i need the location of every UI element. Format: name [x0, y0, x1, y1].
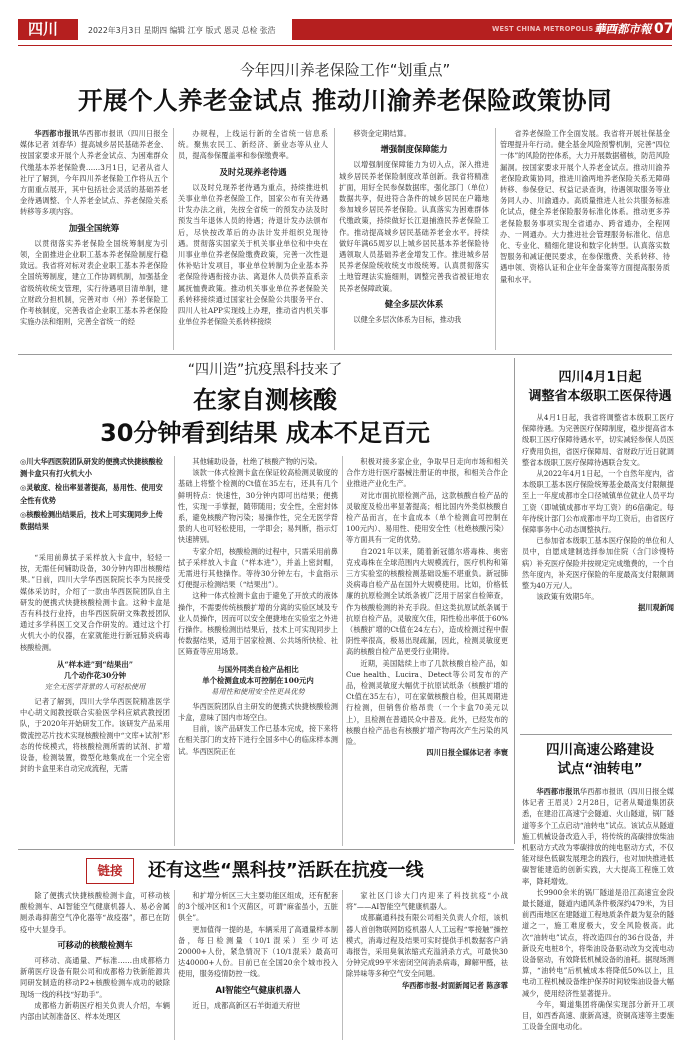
column-divider	[174, 890, 175, 1040]
section-divider	[18, 849, 514, 850]
right2-title-line1: 四川高速公路建设	[546, 742, 654, 758]
article2-subhead-2: 与国外同类自检产品相比	[217, 664, 299, 674]
article2-subhead-1c: 完全无医学背景的人可轻松使用	[44, 681, 146, 691]
article4-paragraph: 和扩增分析区三大主要功能区组成，还有配套的3个缓冲区和1个灭菌区，可谓“麻雀虽小，五脏俱全”。	[178, 891, 338, 923]
article1-subhead-2: 及时兑现养老待遇	[219, 166, 287, 177]
right2-body	[522, 786, 674, 1042]
article2-paragraph: 这种一体式检测卡盒由于避免了开放式的液体操作，不需要传统核酸扩增的分离的实验区域及专业人员操作，因而可以安全便捷地在实验室之外进行操作。核酸检测出结果后，技术上可实现同步上传数据结果，适用于居家检测、公共场所快检、社区筛查等应用场景。	[178, 591, 338, 657]
article2-paragraph: “采用前鼻拭子采样放入卡盒中，轻轻一按，无需任何辅助设备，30分钟内即出核酸结果。”日前，四川大学华西医院院长李为民接受媒体采访时，介绍了一款由华西医院团队自主研发的便携式快捷核酸检测卡盒。这种卡盒是否有科技行业持，由华西医院研文殊教授团队通过多学科医工交叉合作研发的。通过这个打火机大小的仪器，在家就能进行新冠肺炎病毒核酸检测。	[20, 553, 170, 652]
right1-credit: 据川观新闻	[638, 603, 674, 613]
right1-paragraph: 该政策有效期5年。	[536, 592, 599, 602]
article4-column-2	[178, 890, 338, 1040]
column-divider	[495, 128, 496, 350]
article4-column-1	[20, 890, 170, 1040]
article2-paragraph: 记者了解到，四川大学华西医院精准医学中心胡文闻教授联合实验医学科应斌武教授团队，于2020年开始研发工作。该研发产品采用微流控芯片技术实现核酸检测中“文库+试剂”形态的传统模式，将核酸检测所需的试剂、扩增设备，检测装置，微型化地集成在一个完全密封的卡盒里来自动完成流程，无需	[20, 697, 170, 774]
right2-paragraph: 今年，蜀道集团将确保实现部分新开工项目，如西香高速、康新高速，资铜高速等主要施工设备全面电动化。	[522, 999, 674, 1032]
article4-column-3	[346, 890, 508, 1040]
right2-lead: 华西都市报讯华西都市报讯（四川日报全媒体记者 王眉灵）2月28日，记者从蜀道集团获悉，在建沿江高速宁会隧道、火山隧道，锅厂隧道等多个工点启动“油转电”试点。该试点从隧道施工机械设备改造入手，将传统的高碳排放柴油机驱动方式改为零碳排放的纯电驱动方式，不仅能对绿色低碳发展理念的践行，也对加快推进低碳智能建造的创新实践，大大提高工程施工效率，降耗增效。	[522, 787, 674, 886]
article2-credit: 四川日报全媒体记者 李寰	[426, 748, 508, 758]
article2-subhead-2b: 单个检测盒成本可控制在100元内	[202, 675, 314, 685]
newspaper-logo: 華西都市報	[594, 22, 652, 36]
article2-subhead-2c: 易用性和使用安全性更具优势	[211, 686, 305, 696]
article2-paragraph: 对比市面抗原检测产品，这款核酸自检产品的灵敏度及检出率显著提高；相比国内外类似核酸自检产品而言，在卡盒成本（单个检测盒可控制在100元内）、易用性、使用安全性（杜绝核酸污染）等方面具有一定的优势。	[346, 490, 508, 545]
article2-paragraph: 该款一体式检测卡盒在保证较高检测灵敏度的基础上将整个检测的Ct值在35左右，还具有几个鲜明特点：快速性，30分钟内即可出结果；便携性，实现一手掌握，随带随用；安全性，全密封体系，避免核酸产物污染；易操作性，完全无医学背景的人也可轻松使用，一学即会；易判断，指示灯快速辨别。	[178, 468, 338, 545]
article2-subhead-1b: 几个动作花30分钟	[63, 670, 127, 680]
right-column-divider	[514, 358, 515, 844]
article4-paragraph: 家社区门诊大门内迎来了科技抗疫“小战将”——AI智能空气健康机器人。	[346, 891, 508, 912]
section-divider	[18, 354, 672, 355]
summary-item: ◎灵敏度、检出率显著提高，易用性、使用安全性有优势	[20, 483, 163, 505]
article2-paragraph: 近期，美国陆续上市了几款核酸自检产品，如Cue health、Lucira、Detect等公司发布的产品，检测灵敏度大幅优于抗原试纸条（核酸扩增的Ct值在35左右），可在家做核酸自检，但其周期进行检测，但销售价格昂贵（一个卡盒70美元以上），且检测在普通民众中普及。此外，已经发布的核酸自检产品也有核酸扩增产物再次产生污染的风险。	[346, 658, 508, 747]
right1-paragraph: 从2022年4月1日起，一个自然年度内，省本级职工基本医疗保险统筹基金最高支付限额提至上一年度成都市全口径城镇单位就业人员平均工资（即城镇成都市平均工资）的6倍确定。每年待统计部门公布成都市平均工资后，由省医疗保障事务中心动态调整执行。	[522, 469, 674, 535]
article1-paragraph: 以健全多层次体系为目标，推动我	[353, 315, 462, 325]
article2-paragraph: 自2021年以来，随着新冠德尔塔毒株、奥密克戎毒株在全球范围内大规模流行，医疗机构和第三方实验室的核酸检测基础设施不堪重负。新冠肺炎病毒自检产品在国外大规模使用。比如，价格低廉的抗原检测全试纸条被广泛用于居家自检筛查，作为核酸检测的补充手段。但这类抗原试纸条属于抗原自检产品，灵敏度欠佳，阳性检出率低于60%（核酸扩增的Ct值在24左右），造成检测过程中假阴性率很高，极易出现疏漏，因此，检测灵敏度更高的核酸自检产品更受行业期待。	[346, 546, 508, 657]
article1-pretitle: 今年四川养老保险工作“划重点”	[239, 61, 451, 79]
article4-paragraph: 成都格力新萌医疗相关负责人介绍，车辆内部由试剂准备区、样本处理区	[20, 1000, 170, 1022]
article1-column-2	[178, 128, 328, 350]
article4-subhead-2: AI智能空气健康机器人	[215, 984, 301, 995]
column-divider	[342, 456, 343, 846]
article4-paragraph: 近日，成都高新区石羊街道天府世	[192, 1000, 301, 1010]
section-name: 四川	[28, 20, 59, 38]
page-number: 07	[654, 21, 674, 37]
right1-title-line1: 四川4月1日起	[558, 370, 642, 385]
article4-paragraph: 成都赢通科技有限公司相关负责人介绍，该机器人首创物联网防疫机器人人工远程“零接触”操控模式，消毒过程及结果可实时提供手机数据客户消毒报告，采用臭氧浓缩式充溢消杀方式，可最快30分钟完成99平米密闭空间消杀病毒，蹿解甲醛，祛除异味等多种空气安全问题。	[346, 913, 508, 979]
article1-paragraph: 移资金定期结算。	[353, 129, 411, 138]
article2-subhead-1: 从“样本进”到“结果出”	[56, 659, 134, 669]
article4-title: 还有这些“黑科技”活跃在抗疫一线	[148, 860, 424, 881]
right2-paragraph: 长9900余米的锅厂隧道是沿江高速宜金段最长隧道，隧道内通风条件极深约479米，为目前西南地区在建隧道工程地质条件最为复杂的隧道之一，施工难度极大，安全风险极高。此次“油转电”试点，将改造四台的36台设备，并新设充电桩8个，将柴油设备驱动改为交流电动设备驱动，有效降低机械设备的油耗。据现场测算，“油转电”后机械成本将降低50%以上，且电动工程机械设备维护保养时间较柴油设备大幅减少，使用经济性显著提升。	[522, 887, 674, 998]
article4-paragraph: 可移动、高通量、严标准……由成都格力新萌医疗设备有限公司和成都格力铁新能源共同研发制造的移动P2+核酸检测车成功的破除现场一线的科技“好助手”。	[20, 956, 170, 999]
article2-paragraph: 目前，该产品研发工作已基本完成，接下来将在相关部门的支持下进行全国多中心的临床样本测试。华西医院正在	[178, 724, 338, 756]
column-divider	[334, 128, 335, 350]
page-header	[0, 0, 690, 40]
article1-column-3	[339, 128, 489, 350]
article1-paragraph: 省养老保险工作全面发展。我省将开展社保基金管理提升年行动。健全基金风险预警机制，完善“四位一体”的风险防控体系，大力开展数据稽核，防范风险漏洞。按国家要求开展个人养老金试点。推动川渝养老保险政策协同，推进川渝两地养老保险关系无障碍转移、参保登记、权益记录查询，待遇领取服务等业务同人办、川渝通办。高质量推进人社公共服务标准化试点，健全养老保险服务标准化体系。推动更多养老保险服务事项实现全省通办、跨省通办，全程网办、一网通办。大力推进社会管理服务标准化、信息化、专业化、精细化建设和数字化转型。认真落实数智服务和减证便民要求，在参保缴费、关系转移、待遇申领、资格认证和企业年金备案等方面提高服务质量和水平。	[500, 129, 670, 284]
article1-column-4	[500, 128, 670, 350]
article4-subhead-1: 可移动的核酸检测车	[57, 939, 133, 950]
right1-title-line2: 调整省本级职工医保待遇	[528, 389, 672, 404]
article2-column-1	[20, 552, 170, 847]
article4-paragraph: 更加值得一提的是，车辆采用了高通量样本制备，每日检测量（10/1混采）至少可达20000+人份，紧急情况下（10/1混采）最高可达40000+人份。目前已在全国20余个城市投入使用，服务疫情防控一线。	[178, 924, 338, 979]
right1-paragraph: 从4月1日起，我省将调整省本级职工医疗保障待遇。为完善医疗保障制度，稳步提高省本级职工医疗保障待遇水平，切实减轻参保人员医疗费用负担，省医疗保障局、省财政厅近日就调整省本级职工医疗保障待遇联合发文。	[522, 413, 674, 467]
article2-paragraph: 专家介绍，核酸检测的过程中，只需采用前鼻拭子采样放入卡盒（“样本进”），并盖上密封帽，无需进行其他操作。等待30分钟左右，卡盒指示灯便提示检测结果（“结果出”）。	[178, 546, 338, 590]
article1-paragraph: 办规程，上线运行新的全省统一信息系统。聚焦农民工、新经济、新业态等从业人员，提高参保覆盖率和参保缴费率。	[178, 129, 328, 161]
right2-title-line2: 试点“油转电”	[557, 761, 643, 777]
masthead-english: WEST CHINA METROPOLIS DAILY	[492, 25, 618, 33]
article2-paragraph: 华西医院团队自主研发的便携式快捷核酸检测卡盒，意味了国内市场空白。	[178, 701, 338, 723]
article2-pretitle: “四川造”抗疫黑科技来了	[187, 362, 343, 378]
dateline: 2022年3月3日 星期四 编辑 江亨 版式 恩灵 总检 张浩	[88, 26, 276, 35]
article2-column-3	[346, 456, 508, 848]
article4-credit: 华西都市报-封面新闻记者 陈彦霏	[401, 980, 508, 990]
column-divider	[174, 456, 175, 846]
article2-paragraph: 其他辅助设备，杜绝了核酸产物的污染。	[192, 457, 322, 466]
right-section-divider	[520, 734, 672, 735]
article1-subhead-1: 加强全国统筹	[68, 222, 120, 233]
link-badge-label: 链接	[97, 863, 123, 878]
summary-item: ◎川大华西医院团队研发的便携式快捷核酸检测卡盒只有打火机大小	[20, 457, 163, 479]
article1-lead: 华西都市报讯华西都市报讯（四川日报全媒体记者 刘春华）提高城乡居民基础养老金、按国家要求开展个人养老金试点、为困难群众代缴基本养老保险费……3月1日，记者从省人社厅了解到，今年四川养老保险工作将从五个方面重点展开，其中包括社会灵活的基础养老金待遇调整、个人养老金试点、养老保险关系转移等多项内容。	[20, 129, 168, 217]
column-divider	[342, 890, 343, 1040]
article1-paragraph: 以贯彻落实养老保险全国统筹制度为引领，全面推进企业职工基本养老保险制度行稳致远。我省将对标对表企业职工基本养老保险全国统筹制度，建立工作协调机制，加强基金省级统收统支管理，实行待遇项目清单制，建立财政分担机制，完善对市（州）养老保险工作考核制度，完善我省企业职工基本养老保险实施办法和细则，完善全省统一的经	[20, 238, 168, 327]
article1-paragraph: 以及时兑现养老待遇为重点，持续推进机关事业单位养老保险工作，国家公布有关待遇计发办法之前，先按全省统一的预发办法及时预发当年退休人员的待遇；待退计发办法颁布后，尽快按改革后的办法计发并组织兑现待遇。贯彻落实国家关于机关事业单位和中央在川事业单位养老保险缴费政策，完善一次性退休补贴计发项目，事业单位转制为企业基本养老保险待遇衔接办法、离退休人员供养直系亲属抚恤费政策。推动机关事业单位养老保险关系转移接续通过国家社会保险公共服务平台、四川人社APP实现线上办理，推动省内机关事业单位养老保险关系转移接续	[178, 182, 328, 327]
article1-paragraph: 以增强制度保障能力为切入点，深入推进城乡居民养老保险制度改革创新。我省将精准扩面，用好全民参保数据库，强化部门（单位）数据共享，促进符合条件的城乡居民在户籍地参加城乡居民养老保险。认真落实为困难群体代缴政策，持续做好长江退捕渔民养老保险工作。推动提高城乡居民基础养老金水平。持续做好年满65周岁以上城乡居民基本养老保险待遇领取人员基础养老金增发工作。推进城乡居民养老保险统收统支市级统筹。认真贯彻落实土地管理法实施细则，调整完善我省被征地农民养老保障政策。	[339, 160, 489, 293]
column-divider	[173, 128, 174, 350]
article1-subhead-4: 健全多层次体系	[384, 298, 444, 309]
article1-column-1	[20, 128, 168, 350]
article1-title: 开展个人养老金试点 推动川渝养老保险政策协同	[77, 86, 613, 115]
article4-paragraph: 除了便携式快捷核酸检测卡盒，可移动核酸检测车、AI智能空气健康机器人、易必舍属厕杀毒抑菌空气净化器等“战疫器”，都已在防疫中大显身手。	[20, 891, 170, 934]
article2-title-line2: 30分钟看到结果 成本不足百元	[100, 419, 430, 447]
header-rule	[18, 45, 672, 46]
right1-body	[522, 412, 674, 730]
article2-paragraph: 积极对接多家企业，争取早日走向市场和相关合作方进行医疗器械注册证的申报，和相关合作企业推进产业化生产。	[346, 457, 508, 489]
article2-summary	[20, 456, 170, 535]
right1-paragraph: 已参加省本级职工基本医疗保险的单位和人员中，自愿成建制选择参加住院（含门诊慢特病）补充医疗保险并按规定完成缴费的，一个自然年度内，补充医疗保险的年度最高支付限额调整为40万元/人。	[522, 536, 674, 591]
article1-subhead-3: 增强制度保障能力	[380, 144, 448, 155]
article2-title-line1: 在家自测核酸	[193, 386, 337, 414]
article2-column-2	[178, 456, 338, 848]
summary-item: ◎核酸检测出结果后，技术上可实现同步上传数据结果	[20, 509, 163, 532]
